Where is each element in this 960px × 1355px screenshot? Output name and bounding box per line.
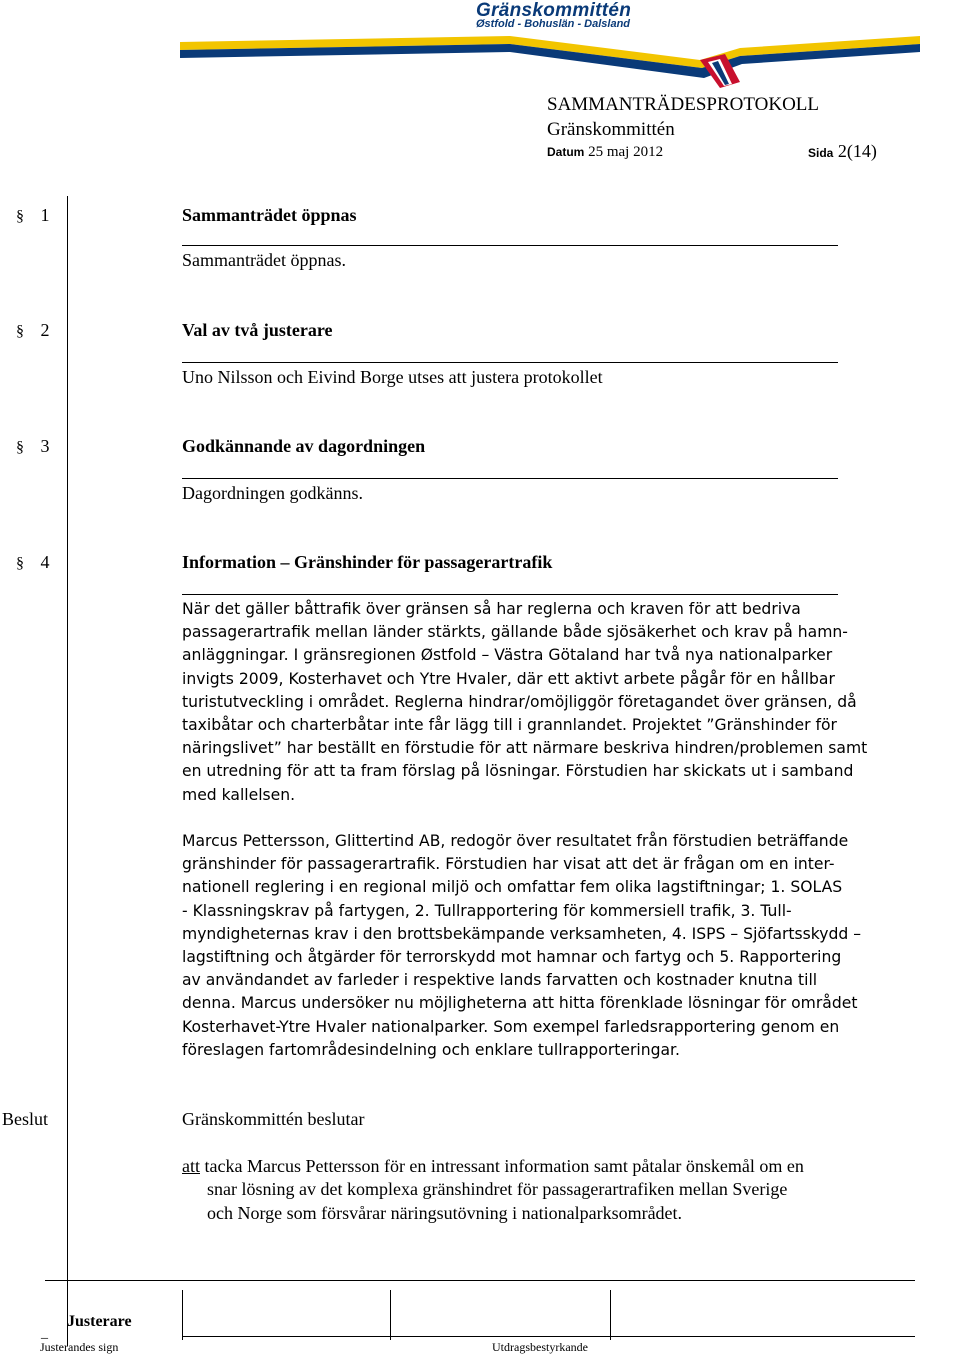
decision-line-1: [182, 1155, 804, 1178]
decision-line-2: snar lösning av det komplexa gränshindret för passagerartrafiken mellan Sverige: [207, 1179, 788, 1200]
page-number: [808, 141, 877, 162]
paragraph-line: invigts 2009, Kosterhavet och Ytre Hvaler, där ett aktivt arbete pågår för en hållbar: [182, 669, 835, 688]
section-4-heading: Information – Gränshinder för passagerartrafik: [182, 552, 553, 572]
section-4-paragraph-2: [182, 830, 882, 1062]
paragraph-line: anläggningar. I gränsregionen Østfold – Västra Götaland har två nya nationalparker: [182, 646, 833, 665]
paragraph-line: av användandet av farleder i respektive lands farvatten och kostnader knutna till: [182, 971, 818, 990]
document-org: Gränskommittén: [547, 119, 675, 140]
section-number: 2: [40, 320, 50, 340]
logo-title: Gränskommittén: [476, 0, 632, 21]
decision-text: tacka Marcus Pettersson för en intressant information samt påtalar önskemål om en: [204, 1156, 804, 1176]
paragraph-symbol: §: [16, 555, 24, 572]
paragraph-line: en utredning för att ta fram förslag på lösningar. Förstudien har skickats ut i samband: [182, 762, 854, 781]
paragraph-symbol: §: [16, 208, 24, 225]
page-value: 2(14): [837, 141, 877, 161]
left-margin-rule: [67, 196, 68, 1346]
paragraph-symbol: §: [16, 323, 24, 340]
section-4-marker: [16, 552, 50, 573]
paragraph-line: med kallelsen.: [182, 785, 296, 804]
paragraph-line: denna. Marcus undersöker nu möjligheterna att hitta förenklade lösningar för området: [182, 994, 858, 1013]
paragraph-line: myndigheternas krav i den brottsbekämpande verksamheten, 4. ISPS – Sjöfartsskydd –: [182, 924, 862, 943]
footer-rule-1: [182, 1290, 183, 1340]
section-number: 3: [40, 436, 50, 456]
section-2-heading: Val av två justerare: [182, 320, 333, 340]
paragraph-line: taxibåtar och charterbåtar inte får lägg till i grannlandet. Projektet ”Gränshinder för: [182, 716, 837, 735]
paragraph-line: näringslivet” har beställt en förstudie för att närmare beskriva hindren/problemen samt: [182, 739, 868, 758]
footer-dash: _: [41, 1326, 48, 1341]
beslut-label: Beslut: [2, 1109, 49, 1129]
footer-bottom-rule: [182, 1336, 915, 1337]
logo-subtitle: Østfold - Bohuslän - Dalsland: [476, 18, 631, 30]
section-number: 1: [40, 205, 50, 225]
footer-utdragsbestyrkande: Utdragsbestyrkande: [492, 1340, 588, 1354]
section-1-marker: [16, 205, 50, 226]
beslut-org-line: Gränskommittén beslutar: [182, 1109, 365, 1129]
footer-top-rule: [45, 1280, 915, 1281]
section-3-rule: [182, 478, 838, 479]
footer-justerandes-sign: Justerandes sign: [40, 1340, 119, 1354]
section-1-body: Sammanträdet öppnas.: [182, 250, 346, 270]
paragraph-line: Marcus Pettersson, Glittertind AB, redogör över resultatet från förstudien beträffande: [182, 832, 849, 850]
section-4-paragraph-1: [182, 598, 882, 807]
paragraph-line: Kosterhavet-Ytre Hvaler nationalparker. Som exempel farledsrapportering genom en: [182, 1017, 840, 1036]
document-type: SAMMANTRÄDESPROTOKOLL: [547, 94, 820, 115]
paragraph-symbol: §: [16, 439, 24, 456]
paragraph-line: nationell reglering i en regional miljö och omfattar fem olika lagstiftningar; 1. SOLAS: [182, 878, 843, 897]
paragraph-line: - Klassningskrav på fartygen, 2. Tullrapportering för kommersiell trafik, 3. Tull-: [182, 901, 792, 920]
section-3-heading: Godkännande av dagordningen: [182, 436, 426, 456]
section-1-heading: Sammanträdet öppnas: [182, 205, 357, 225]
footer-justerare: Justerare: [67, 1313, 132, 1330]
section-number: 4: [40, 552, 50, 572]
paragraph-line: passagerartrafik mellan länder stärkts, gällande både sjösäkerhet och krav på hamn-: [182, 623, 848, 642]
footer-rule-3: [610, 1290, 611, 1340]
paragraph-line: lagstiftning och åtgärder för terrorskydd mot hamnar och fartyg och 5. Rapportering: [182, 948, 842, 967]
section-2-rule: [182, 362, 838, 363]
beslut-decision: [182, 1155, 804, 1225]
page-label: Sida: [808, 146, 834, 160]
date-value: 25 maj 2012: [588, 144, 664, 160]
decision-line-3: och Norge som försvårar näringsutövning i nationalparksområdet.: [207, 1202, 683, 1223]
paragraph-line: turistutveckling i området. Reglerna hindrar/omöjliggör företagandet över gränsen, då: [182, 692, 857, 711]
section-2-marker: [16, 320, 50, 341]
section-3-body: Dagordningen godkänns.: [182, 483, 363, 503]
att-word: att: [182, 1156, 200, 1176]
date-label: Datum: [547, 145, 585, 159]
section-3-marker: [16, 436, 50, 457]
document-date: [547, 144, 663, 161]
logo-flag-ribbon: [180, 30, 920, 90]
section-1-rule: [182, 245, 838, 246]
paragraph-line: föreslagen fartområdesindelning och enklare tullrapporteringar.: [182, 1040, 680, 1059]
paragraph-line: När det gäller båttrafik över gränsen så har reglerna och kraven för att bedriva: [182, 600, 801, 618]
paragraph-line: gränshinder för passagerartrafik. Förstudien har visat att det är frågan om en inter-: [182, 855, 835, 874]
footer-rule-2: [390, 1290, 391, 1340]
section-2-body: Uno Nilsson och Eivind Borge utses att justera protokollet: [182, 367, 603, 387]
section-4-rule: [182, 594, 838, 595]
